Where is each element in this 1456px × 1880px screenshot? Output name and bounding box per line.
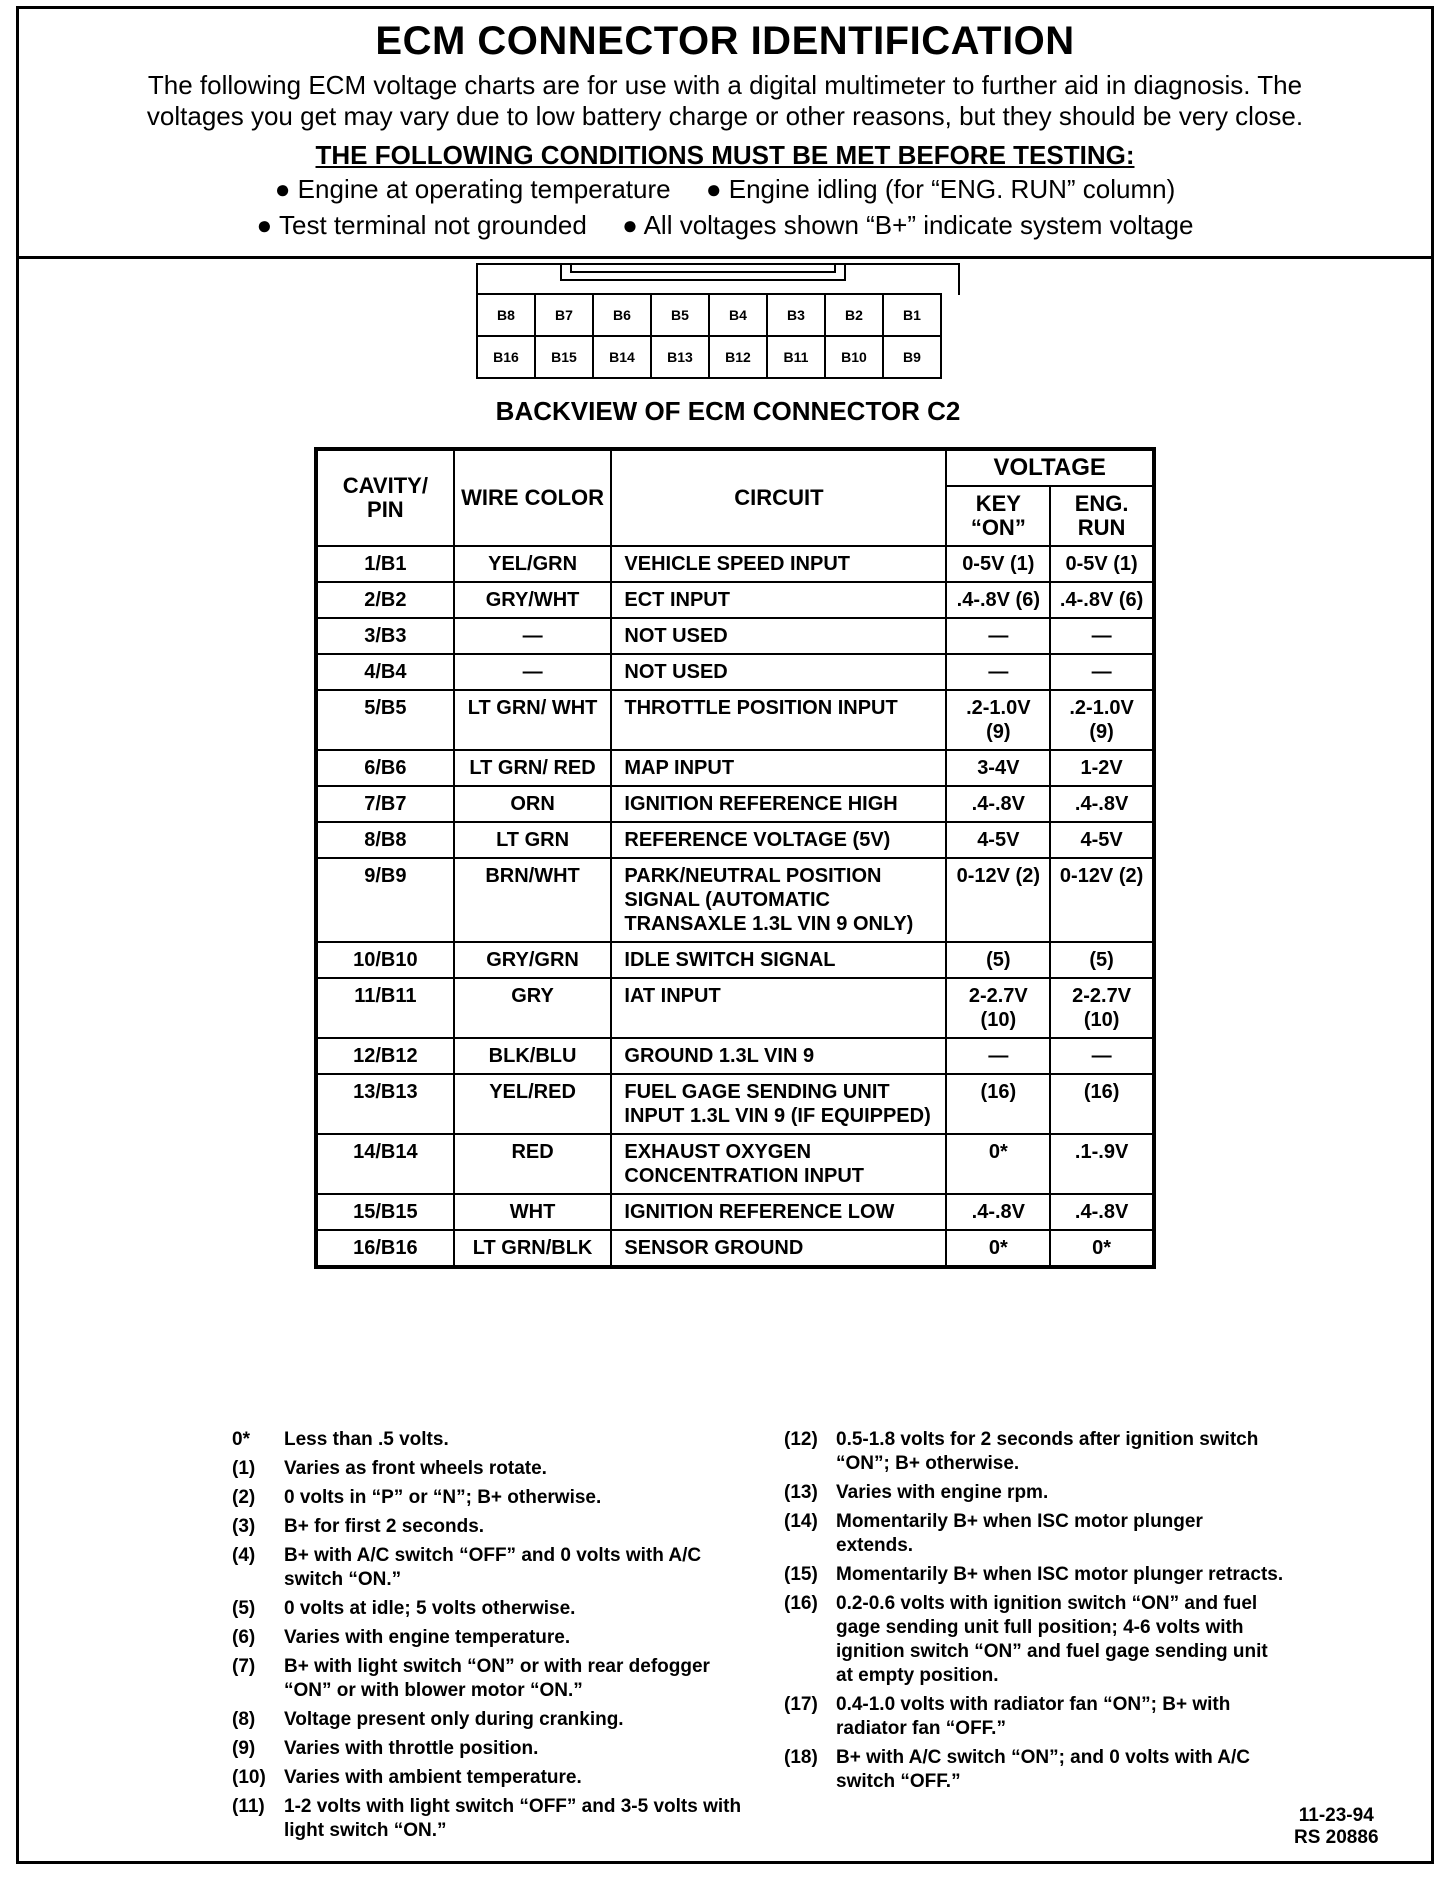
pin-row-top xyxy=(477,294,941,336)
header-wire-color: WIRE COLOR xyxy=(454,449,612,546)
footnote-key: (7) xyxy=(232,1656,256,1677)
footnote-text: B+ with light switch “ON” or with rear defogger “ON” or with blower motor “ON.” xyxy=(284,1656,710,1701)
conditions-heading: THE FOLLOWING CONDITIONS MUST BE MET BEFORE TESTING: xyxy=(315,140,1135,170)
footnote-key: (17) xyxy=(784,1694,818,1715)
cell-eng-run: 0-12V (2) xyxy=(1050,858,1154,942)
footnote-text: Voltage present only during cranking. xyxy=(284,1709,624,1730)
cell-wire-color: YEL/RED xyxy=(454,1074,612,1134)
cell-pin: 8/B8 xyxy=(316,822,454,858)
cell-wire-color: LT GRN/ RED xyxy=(454,750,612,786)
table-row xyxy=(316,1134,1154,1194)
footnote-text: Momentarily B+ when ISC motor plunger extends. xyxy=(836,1511,1203,1556)
footnote-text: B+ with A/C switch “ON”; and 0 volts with A/C switch “OFF.” xyxy=(836,1747,1250,1792)
footnote-text: Varies with engine temperature. xyxy=(284,1627,571,1648)
cell-wire-color: — xyxy=(454,618,612,654)
footnote-text: 1-2 volts with light switch “OFF” and 3-5 volts with light switch “ON.” xyxy=(284,1796,742,1841)
conditions-line-2 xyxy=(19,207,1431,243)
cell-pin: 15/B15 xyxy=(316,1194,454,1230)
cell-eng-run: .1-.9V xyxy=(1050,1134,1154,1194)
header-circuit: CIRCUIT xyxy=(611,449,946,546)
cell-pin: 16/B16 xyxy=(316,1230,454,1267)
footnote xyxy=(784,1592,1284,1688)
cell-key-on: — xyxy=(946,618,1050,654)
footnote-key: (14) xyxy=(784,1511,818,1532)
page-title: ECM CONNECTOR IDENTIFICATION xyxy=(375,19,1075,63)
pin-cell: B12 xyxy=(709,336,767,378)
footnote xyxy=(232,1597,752,1621)
footnote xyxy=(232,1626,752,1650)
cell-key-on: (16) xyxy=(946,1074,1050,1134)
cell-pin: 6/B6 xyxy=(316,750,454,786)
table-row xyxy=(316,546,1154,582)
cell-circuit: IAT INPUT xyxy=(611,978,946,1038)
cell-wire-color: GRY xyxy=(454,978,612,1038)
footnote-key: (8) xyxy=(232,1709,256,1730)
cell-key-on: 0* xyxy=(946,1134,1050,1194)
cell-wire-color: BRN/WHT xyxy=(454,858,612,942)
footnote-key: (12) xyxy=(784,1429,818,1450)
cell-eng-run: .4-.8V xyxy=(1050,786,1154,822)
cell-eng-run: 0* xyxy=(1050,1230,1154,1267)
table-body xyxy=(316,546,1154,1267)
table-header-row xyxy=(316,449,1154,486)
cell-circuit: GROUND 1.3L VIN 9 xyxy=(611,1038,946,1074)
pin-cell: B13 xyxy=(651,336,709,378)
footnote xyxy=(232,1515,752,1539)
footnote xyxy=(232,1544,752,1592)
connector-caption: BACKVIEW OF ECM CONNECTOR C2 xyxy=(495,396,961,426)
table-row xyxy=(316,1230,1154,1267)
stamp-date: 11-23-94 xyxy=(1298,1805,1374,1826)
footnote xyxy=(784,1746,1284,1794)
footnote xyxy=(784,1481,1284,1505)
footnote xyxy=(784,1563,1284,1587)
cell-pin: 10/B10 xyxy=(316,942,454,978)
cell-wire-color: LT GRN/ WHT xyxy=(454,690,612,750)
cell-wire-color: — xyxy=(454,654,612,690)
header-key-on: KEY “ON” xyxy=(946,486,1050,546)
table-row xyxy=(316,1038,1154,1074)
footnote-text: Less than .5 volts. xyxy=(284,1429,449,1450)
footnote-key: (2) xyxy=(232,1487,256,1508)
footnote-key: (16) xyxy=(784,1593,818,1614)
cell-key-on: 3-4V xyxy=(946,750,1050,786)
cell-wire-color: WHT xyxy=(454,1194,612,1230)
cell-eng-run: .4-.8V xyxy=(1050,1194,1154,1230)
footnote xyxy=(232,1428,752,1452)
cell-eng-run: — xyxy=(1050,654,1154,690)
header-eng-run: ENG. RUN xyxy=(1050,486,1154,546)
table-row xyxy=(316,1194,1154,1230)
footnote-text: Varies with throttle position. xyxy=(284,1738,539,1759)
intro-line-1: The following ECM voltage charts are for use with a digital multimeter to further aid in diagnosis. The xyxy=(147,70,1303,100)
footnote-key: (11) xyxy=(232,1796,265,1817)
cell-wire-color: RED xyxy=(454,1134,612,1194)
notes-left xyxy=(232,1428,752,1848)
cell-key-on: 0-12V (2) xyxy=(946,858,1050,942)
footnote-text: 0 volts at idle; 5 volts otherwise. xyxy=(284,1598,576,1619)
pin-cell: B7 xyxy=(535,294,593,336)
footnote xyxy=(232,1737,752,1761)
cell-wire-color: LT GRN/BLK xyxy=(454,1230,612,1267)
cell-key-on: — xyxy=(946,654,1050,690)
table-row xyxy=(316,858,1154,942)
cell-circuit: NOT USED xyxy=(611,618,946,654)
cell-wire-color: GRY/GRN xyxy=(454,942,612,978)
cell-key-on: (5) xyxy=(946,942,1050,978)
pin-cell: B8 xyxy=(477,294,535,336)
cell-circuit: PARK/NEUTRAL POSITION SIGNAL (AUTOMATIC TRANSAXLE 1.3L VIN 9 ONLY) xyxy=(611,858,946,942)
footnote-key: (15) xyxy=(784,1564,818,1585)
cell-circuit: IGNITION REFERENCE LOW xyxy=(611,1194,946,1230)
cell-eng-run: — xyxy=(1050,618,1154,654)
footnote xyxy=(232,1708,752,1732)
cell-key-on: .4-.8V xyxy=(946,1194,1050,1230)
conditions-line-1 xyxy=(19,171,1431,207)
footnote xyxy=(232,1486,752,1510)
cell-pin: 3/B3 xyxy=(316,618,454,654)
condition-item: ● All voltages shown “B+” indicate system voltage xyxy=(622,210,1194,240)
table-row xyxy=(316,654,1154,690)
footnote-key: (4) xyxy=(232,1545,256,1566)
pin-cell: B14 xyxy=(593,336,651,378)
table-row xyxy=(316,786,1154,822)
cell-pin: 4/B4 xyxy=(316,654,454,690)
cell-eng-run: (5) xyxy=(1050,942,1154,978)
connector-pin-grid xyxy=(476,293,942,379)
footnote xyxy=(232,1795,752,1843)
table-row xyxy=(316,978,1154,1038)
footnote-text: 0.4-1.0 volts with radiator fan “ON”; B+ with radiator fan “OFF.” xyxy=(836,1694,1231,1739)
pin-cell: B9 xyxy=(883,336,941,378)
cell-pin: 12/B12 xyxy=(316,1038,454,1074)
cell-pin: 13/B13 xyxy=(316,1074,454,1134)
cell-pin: 14/B14 xyxy=(316,1134,454,1194)
cell-circuit: REFERENCE VOLTAGE (5V) xyxy=(611,822,946,858)
cell-key-on: 0-5V (1) xyxy=(946,546,1050,582)
cell-pin: 5/B5 xyxy=(316,690,454,750)
table-row xyxy=(316,750,1154,786)
header-voltage: VOLTAGE xyxy=(946,449,1154,486)
condition-item: ● Test terminal not grounded xyxy=(256,210,587,240)
footnote xyxy=(232,1766,752,1790)
footnote-key: (13) xyxy=(784,1482,818,1503)
footnote xyxy=(784,1693,1284,1741)
table-row xyxy=(316,618,1154,654)
cell-eng-run: 1-2V xyxy=(1050,750,1154,786)
footnote-key: (18) xyxy=(784,1747,818,1768)
footnote xyxy=(784,1428,1284,1476)
cell-key-on: .4-.8V xyxy=(946,786,1050,822)
cell-circuit: SENSOR GROUND xyxy=(611,1230,946,1267)
footnote-text: 0.5-1.8 volts for 2 seconds after ignition switch “ON”; B+ otherwise. xyxy=(836,1429,1259,1474)
intro-line-2: voltages you get may vary due to low battery charge or other reasons, but they should be very close. xyxy=(146,101,1304,131)
pin-cell: B4 xyxy=(709,294,767,336)
cell-pin: 7/B7 xyxy=(316,786,454,822)
cell-eng-run: 2-2.7V (10) xyxy=(1050,978,1154,1038)
cell-eng-run: .2-1.0V (9) xyxy=(1050,690,1154,750)
connector-diagram xyxy=(476,263,960,389)
table-row xyxy=(316,822,1154,858)
cell-wire-color: YEL/GRN xyxy=(454,546,612,582)
table-row xyxy=(316,690,1154,750)
pin-cell: B5 xyxy=(651,294,709,336)
cell-pin: 9/B9 xyxy=(316,858,454,942)
cell-eng-run: 0-5V (1) xyxy=(1050,546,1154,582)
cell-key-on: 2-2.7V (10) xyxy=(946,978,1050,1038)
table-row xyxy=(316,1074,1154,1134)
cell-eng-run: (16) xyxy=(1050,1074,1154,1134)
footnote-key: (3) xyxy=(232,1516,256,1537)
cell-key-on: 0* xyxy=(946,1230,1050,1267)
cell-key-on: — xyxy=(946,1038,1050,1074)
cell-key-on: .4-.8V (6) xyxy=(946,582,1050,618)
cell-eng-run: — xyxy=(1050,1038,1154,1074)
footnote-key: (5) xyxy=(232,1598,256,1619)
cell-circuit: EXHAUST OXYGEN CONCENTRATION INPUT xyxy=(611,1134,946,1194)
footnote xyxy=(232,1457,752,1481)
cell-circuit: ECT INPUT xyxy=(611,582,946,618)
pin-cell: B3 xyxy=(767,294,825,336)
condition-item: ● Engine idling (for “ENG. RUN” column) xyxy=(705,174,1176,204)
voltage-table xyxy=(314,447,1156,1269)
cell-wire-color: BLK/BLU xyxy=(454,1038,612,1074)
cell-key-on: .2-1.0V (9) xyxy=(946,690,1050,750)
pin-row-bottom xyxy=(477,336,941,378)
cell-wire-color: ORN xyxy=(454,786,612,822)
cell-circuit: NOT USED xyxy=(611,654,946,690)
document-stamp xyxy=(1294,1805,1379,1849)
connector-key-inner xyxy=(570,263,836,273)
pin-cell: B16 xyxy=(477,336,535,378)
footnote-text: Momentarily B+ when ISC motor plunger retracts. xyxy=(836,1564,1284,1585)
cell-pin: 2/B2 xyxy=(316,582,454,618)
cell-wire-color: LT GRN xyxy=(454,822,612,858)
header-cavity: CAVITY/ PIN xyxy=(316,449,454,546)
footnote xyxy=(784,1510,1284,1558)
cell-wire-color: GRY/WHT xyxy=(454,582,612,618)
pin-cell: B6 xyxy=(593,294,651,336)
footnote-text: B+ with A/C switch “OFF” and 0 volts with A/C switch “ON.” xyxy=(284,1545,702,1590)
footnote-text: Varies with engine rpm. xyxy=(836,1482,1049,1503)
footnote-text: B+ for first 2 seconds. xyxy=(284,1516,485,1537)
footnote-text: 0 volts in “P” or “N”; B+ otherwise. xyxy=(284,1487,602,1508)
footnote-key: (1) xyxy=(232,1458,256,1479)
footnote-text: Varies with ambient temperature. xyxy=(284,1767,582,1788)
pin-cell: B2 xyxy=(825,294,883,336)
pin-cell: B1 xyxy=(883,294,941,336)
table-row xyxy=(316,582,1154,618)
intro-text xyxy=(19,70,1431,132)
pin-cell: B15 xyxy=(535,336,593,378)
condition-item: ● Engine at operating temperature xyxy=(274,174,671,204)
header-section xyxy=(19,9,1431,259)
stamp-code: RS 20886 xyxy=(1294,1827,1379,1848)
pin-cell: B11 xyxy=(767,336,825,378)
footnote-text: Varies as front wheels rotate. xyxy=(284,1458,547,1479)
footnote-key: (6) xyxy=(232,1627,256,1648)
cell-circuit: FUEL GAGE SENDING UNIT INPUT 1.3L VIN 9 (IF EQUIPPED) xyxy=(611,1074,946,1134)
cell-pin: 1/B1 xyxy=(316,546,454,582)
notes-right xyxy=(784,1428,1284,1799)
cell-key-on: 4-5V xyxy=(946,822,1050,858)
cell-circuit: THROTTLE POSITION INPUT xyxy=(611,690,946,750)
pin-cell: B10 xyxy=(825,336,883,378)
cell-circuit: IGNITION REFERENCE HIGH xyxy=(611,786,946,822)
table-row xyxy=(316,942,1154,978)
footnote xyxy=(232,1655,752,1703)
cell-eng-run: .4-.8V (6) xyxy=(1050,582,1154,618)
footnote-key: (9) xyxy=(232,1738,256,1759)
cell-circuit: VEHICLE SPEED INPUT xyxy=(611,546,946,582)
cell-eng-run: 4-5V xyxy=(1050,822,1154,858)
cell-pin: 11/B11 xyxy=(316,978,454,1038)
footnote-key: (10) xyxy=(232,1767,266,1788)
cell-circuit: IDLE SWITCH SIGNAL xyxy=(611,942,946,978)
cell-circuit: MAP INPUT xyxy=(611,750,946,786)
footnote-text: 0.2-0.6 volts with ignition switch “ON” and fuel gage sending unit full position; 4-6 volts with ignition switch “ON” and fuel gage sending unit at empty position. xyxy=(836,1593,1268,1686)
footnote-key: 0* xyxy=(232,1429,250,1450)
